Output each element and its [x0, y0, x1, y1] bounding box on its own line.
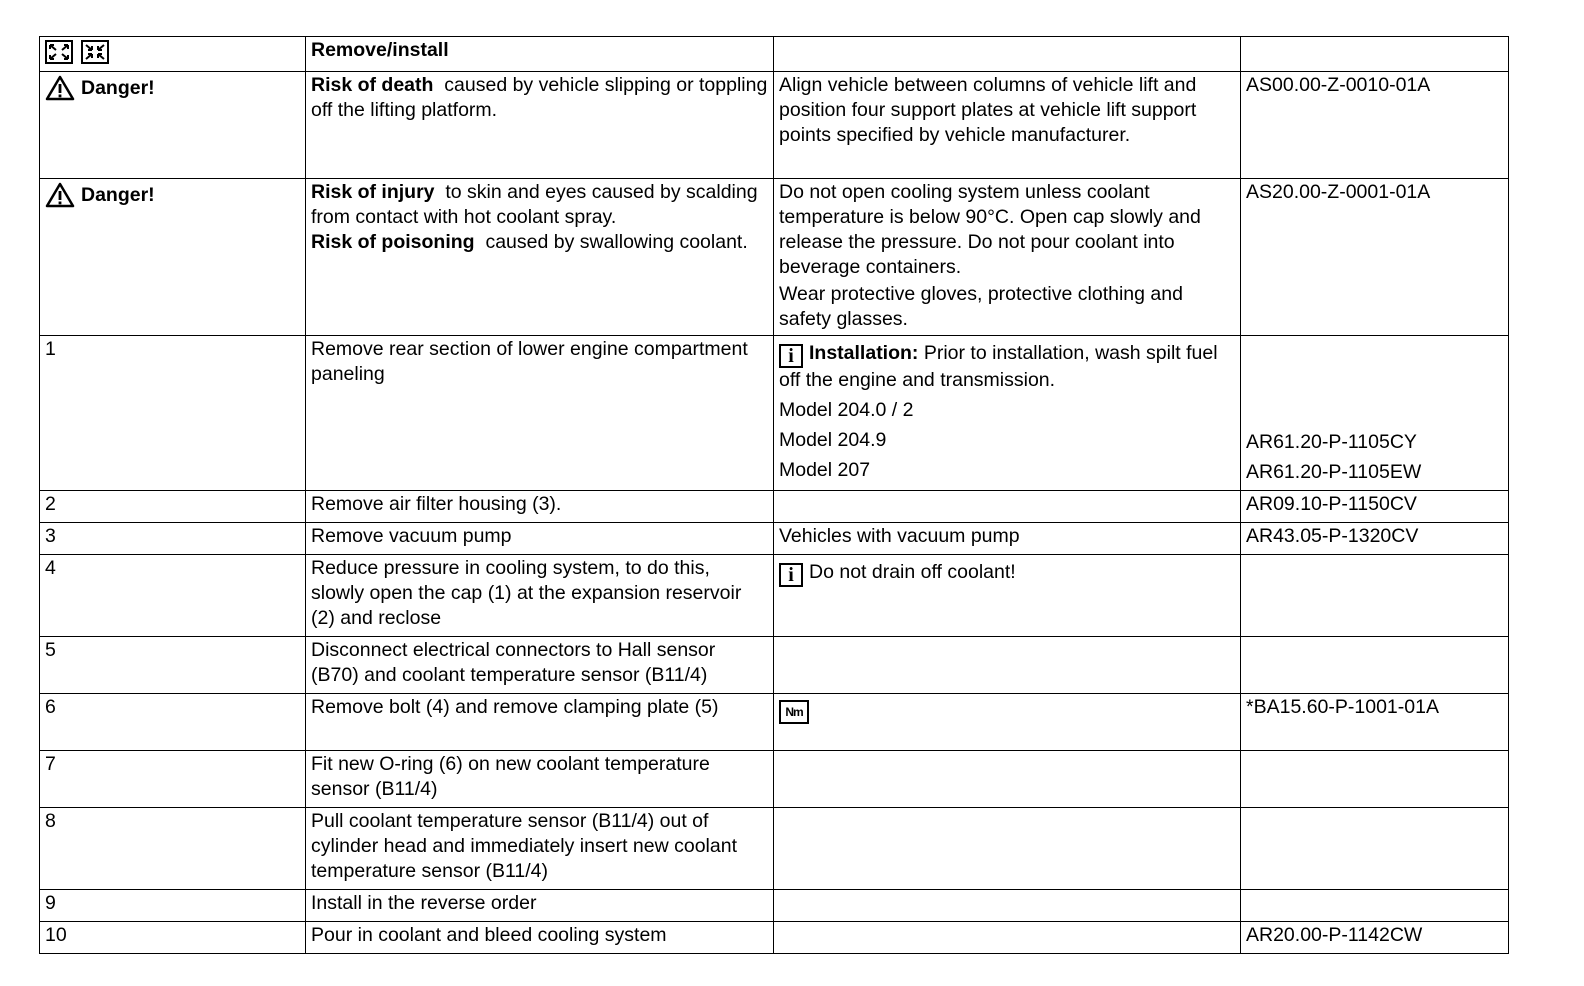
- note-text: Prior to installation, wash spilt fuel off the engine and transmission.: [779, 342, 1218, 391]
- step-number: 1: [40, 336, 306, 491]
- step-row: [40, 694, 1509, 751]
- step-note: Vehicles with vacuum pump: [774, 523, 1241, 555]
- step-note: [774, 808, 1241, 890]
- warning-icon: [45, 182, 75, 208]
- step-text: Install in the reverse order: [306, 890, 774, 922]
- step-row: [40, 336, 1509, 491]
- model-label: Model 204.0 / 2: [779, 399, 914, 421]
- step-note: [774, 922, 1241, 954]
- step-number: 5: [40, 637, 306, 694]
- procedure-table: [39, 36, 1509, 954]
- step-row: [40, 637, 1509, 694]
- expand-icon[interactable]: [45, 40, 73, 64]
- step-row: [40, 523, 1509, 555]
- document-reference[interactable]: AR09.10-P-1150CV: [1241, 491, 1509, 523]
- step-text: Pour in coolant and bleed cooling system: [306, 922, 774, 954]
- header-title: Remove/install: [306, 37, 774, 72]
- collapse-icon[interactable]: [81, 40, 109, 64]
- step-row: [40, 808, 1509, 890]
- document-reference[interactable]: AR61.20-P-1105CY: [1246, 431, 1417, 453]
- step-number: 8: [40, 808, 306, 890]
- risk-title: Risk of injury: [311, 181, 435, 203]
- step-text: Fit new O-ring (6) on new coolant temperature sensor (B11/4): [306, 751, 774, 808]
- info-icon: i: [779, 344, 803, 368]
- step-row: [40, 751, 1509, 808]
- step-number: 9: [40, 890, 306, 922]
- step-text: Remove bolt (4) and remove clamping plate (5): [306, 694, 774, 751]
- step-note: [774, 491, 1241, 523]
- danger-row: [40, 179, 1509, 336]
- document-reference[interactable]: AR43.05-P-1320CV: [1241, 523, 1509, 555]
- step-note: [774, 637, 1241, 694]
- safety-measure: Align vehicle between columns of vehicle lift and position four support plates at vehicle lift support points specified by vehicle manufacturer.: [774, 72, 1241, 179]
- info-icon: i: [779, 563, 803, 587]
- document-reference[interactable]: AS20.00-Z-0001-01A: [1241, 179, 1509, 336]
- risk-text: caused by vehicle slipping or toppling off the lifting platform.: [311, 74, 768, 121]
- document-reference[interactable]: AR61.20-P-1105EW: [1246, 461, 1422, 483]
- document-reference[interactable]: AS00.00-Z-0010-01A: [1241, 72, 1509, 179]
- document-reference[interactable]: [1241, 808, 1509, 890]
- danger-label: Danger!: [45, 73, 300, 101]
- document-reference[interactable]: [1241, 637, 1509, 694]
- document-reference[interactable]: [1246, 397, 1503, 427]
- step-row: [40, 890, 1509, 922]
- risk-title: Risk of poisoning: [311, 231, 475, 253]
- step-row: [40, 555, 1509, 637]
- risk-title: Risk of death: [311, 74, 434, 96]
- warning-icon: [45, 75, 75, 101]
- step-text: Remove rear section of lower engine compartment paneling: [306, 336, 774, 491]
- step-text: Pull coolant temperature sensor (B11/4) out of cylinder head and immediately insert new coolant temperature sensor (B11/4): [306, 808, 774, 890]
- step-text: Remove air filter housing (3).: [306, 491, 774, 523]
- safety-measure: Do not open cooling system unless coolant temperature is below 90°C. Open cap slowly and release the pressure. Do not pour coolant into beverage containers.: [779, 181, 1201, 278]
- step-note: [774, 890, 1241, 922]
- step-text: Remove vacuum pump: [306, 523, 774, 555]
- step-number: 6: [40, 694, 306, 751]
- model-label: Model 204.9: [779, 429, 887, 451]
- risk-text: to skin and eyes caused by scalding from contact with hot coolant spray.: [311, 181, 758, 228]
- danger-label: Danger!: [45, 180, 300, 208]
- step-text: Reduce pressure in cooling system, to do this, slowly open the cap (1) at the expansion reservoir (2) and reclose: [306, 555, 774, 637]
- document-reference[interactable]: [1241, 555, 1509, 637]
- note-title: Installation:: [809, 342, 919, 364]
- step-row: [40, 491, 1509, 523]
- step-number: 2: [40, 491, 306, 523]
- document-reference[interactable]: [1241, 890, 1509, 922]
- step-number: 10: [40, 922, 306, 954]
- document-reference[interactable]: [1241, 751, 1509, 808]
- model-label: Model 207: [779, 459, 871, 481]
- step-text: Disconnect electrical connectors to Hall sensor (B70) and coolant temperature sensor (B11/4): [306, 637, 774, 694]
- table-header-row: [40, 37, 1509, 72]
- torque-nm-icon[interactable]: Nm: [779, 700, 809, 724]
- header-icons-cell: [40, 37, 306, 72]
- safety-measure: Wear protective gloves, protective clothing and safety glasses.: [779, 283, 1183, 330]
- step-row: [40, 922, 1509, 954]
- step-note: [774, 751, 1241, 808]
- document-reference[interactable]: AR20.00-P-1142CW: [1241, 922, 1509, 954]
- step-number: 3: [40, 523, 306, 555]
- step-number: 7: [40, 751, 306, 808]
- danger-row: [40, 72, 1509, 179]
- step-number: 4: [40, 555, 306, 637]
- step-note: Do not drain off coolant!: [809, 561, 1016, 583]
- document-reference[interactable]: *BA15.60-P-1001-01A: [1241, 694, 1509, 751]
- risk-text: caused by swallowing coolant.: [485, 231, 748, 253]
